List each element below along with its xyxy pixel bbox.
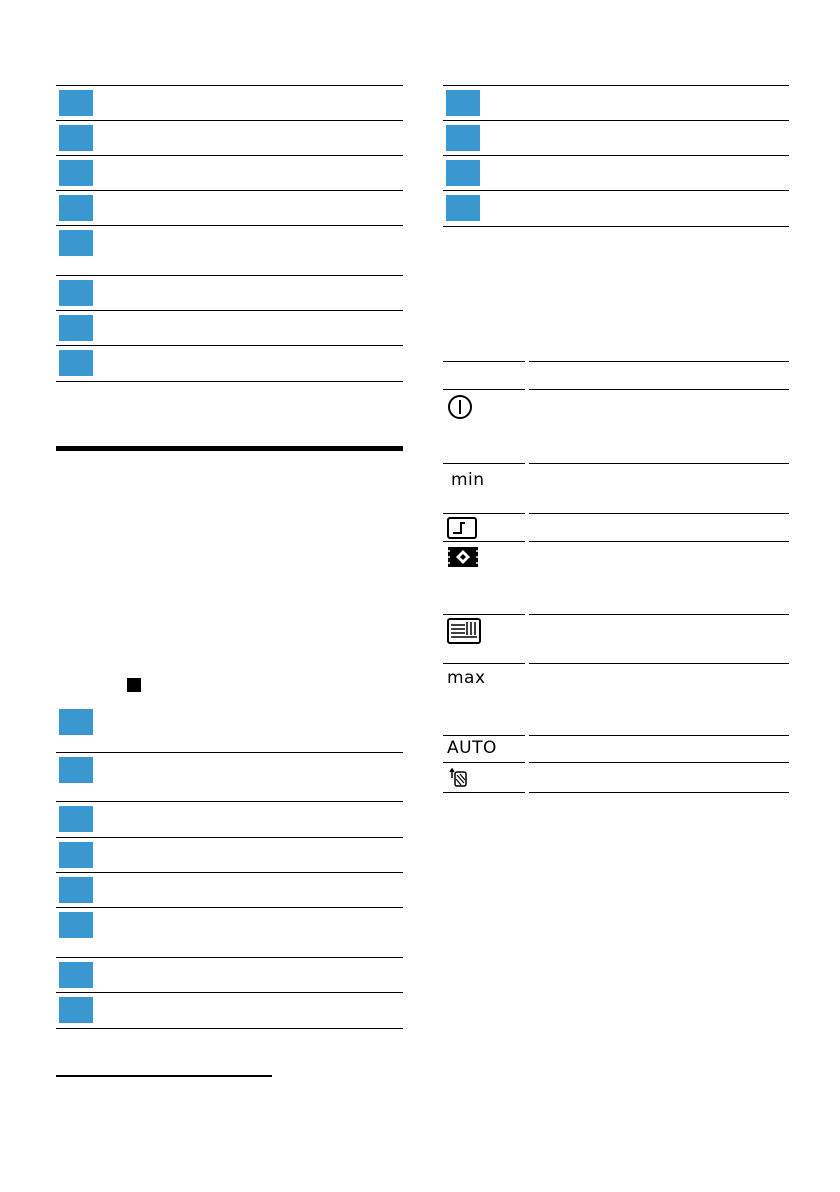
auto-label: AUTO <box>447 738 497 758</box>
badge <box>59 280 93 306</box>
symbol-row <box>443 390 789 464</box>
symbol-table-header <box>443 361 789 390</box>
table-row <box>56 226 403 276</box>
symbol-row <box>443 464 789 514</box>
symbol-row <box>443 615 789 664</box>
symbol-row <box>443 542 789 615</box>
symbol-row <box>443 664 789 736</box>
badge <box>59 709 93 735</box>
footnote-rule <box>56 1075 272 1077</box>
step-icon <box>447 517 477 539</box>
table-row <box>443 191 789 227</box>
section-rule <box>56 446 403 451</box>
diamond-icon <box>447 545 479 569</box>
stop-square-icon <box>127 678 141 692</box>
table-row <box>443 85 789 121</box>
grid-panel-icon <box>447 618 481 644</box>
symbol-row <box>443 514 789 542</box>
badge <box>446 125 480 151</box>
left-table-1 <box>56 85 403 382</box>
badge <box>446 160 480 186</box>
table-row <box>56 993 403 1029</box>
table-row <box>443 121 789 156</box>
table-row <box>56 191 403 226</box>
table-row <box>56 802 403 838</box>
table-row <box>56 156 403 191</box>
badge <box>59 125 93 151</box>
table-row <box>443 156 789 191</box>
table-row <box>56 121 403 156</box>
right-table-1 <box>443 85 789 227</box>
table-row <box>56 958 403 993</box>
badge <box>446 195 480 221</box>
badge <box>59 997 93 1023</box>
badge <box>59 90 93 116</box>
left-table-2 <box>56 705 403 1029</box>
min-label: min <box>451 470 485 490</box>
badge <box>59 757 93 783</box>
badge <box>59 350 93 376</box>
badge <box>59 842 93 868</box>
table-row <box>56 908 403 958</box>
badge <box>59 962 93 988</box>
symbol-table <box>443 361 789 793</box>
badge <box>59 160 93 186</box>
table-row <box>56 311 403 346</box>
table-row <box>56 838 403 873</box>
badge <box>59 877 93 903</box>
badge <box>59 195 93 221</box>
table-row <box>56 705 403 753</box>
power-icon <box>447 393 473 421</box>
badge <box>59 912 93 938</box>
table-row <box>56 276 403 311</box>
badge <box>59 315 93 341</box>
badge <box>446 90 480 116</box>
symbol-row <box>443 763 789 793</box>
badge <box>59 806 93 832</box>
table-row <box>56 346 403 382</box>
symbol-row <box>443 736 789 763</box>
max-label: max <box>447 668 486 688</box>
badge <box>59 230 93 256</box>
hand-icon <box>447 766 469 788</box>
table-row <box>56 85 403 121</box>
table-row <box>56 753 403 802</box>
table-row <box>56 873 403 908</box>
